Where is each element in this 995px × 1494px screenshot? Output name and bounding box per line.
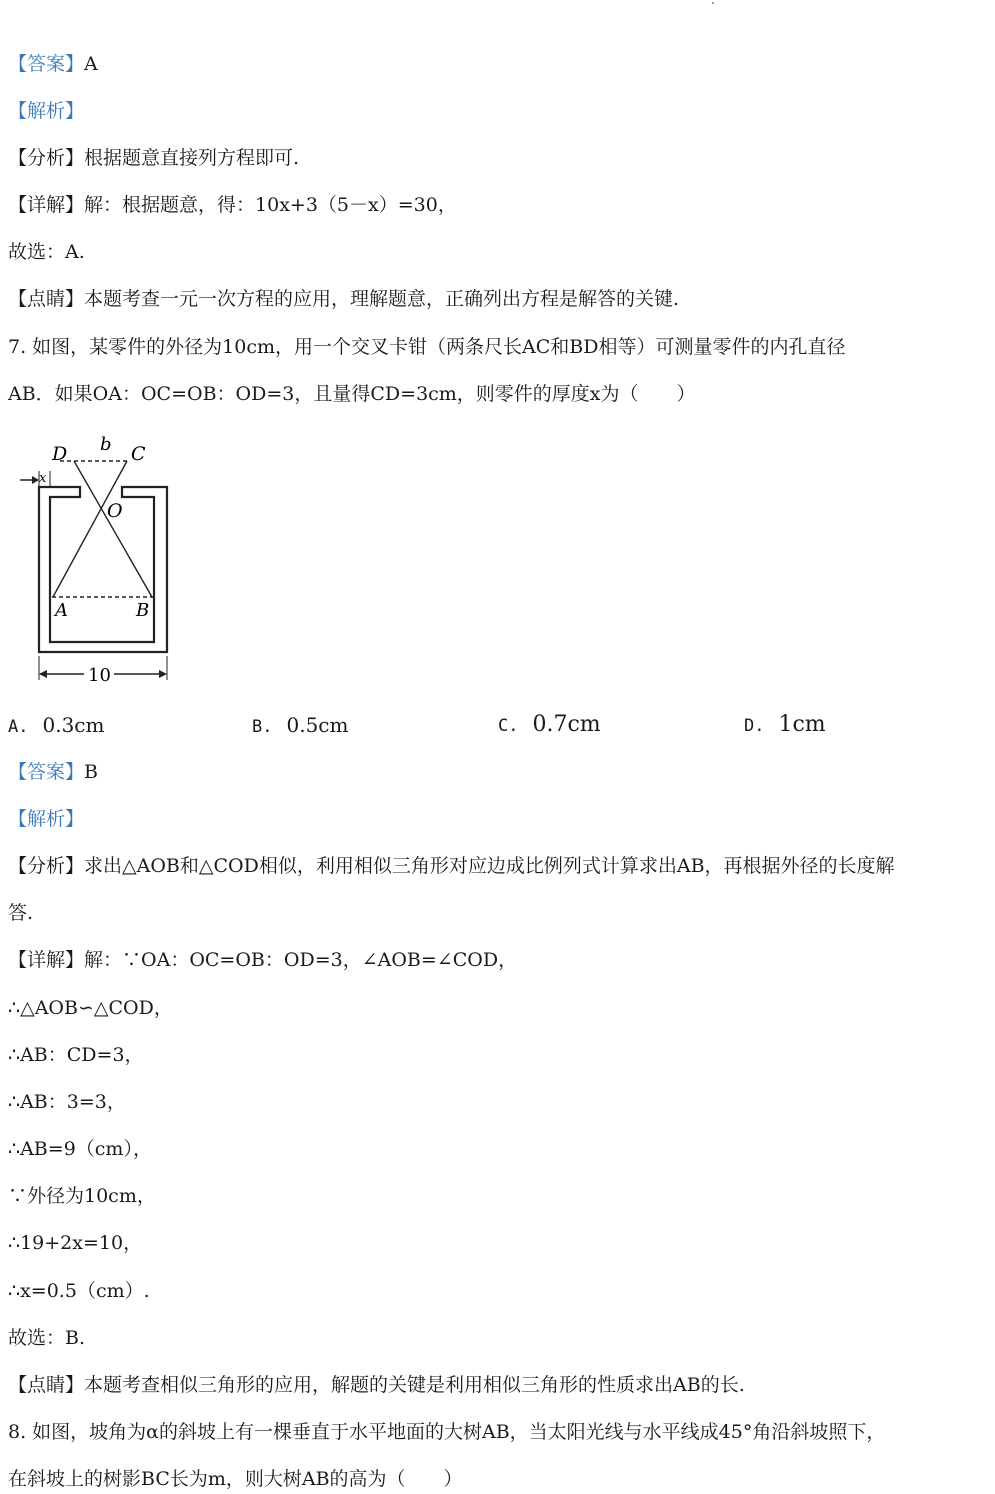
q7-guxuan-line: 故选：B.	[8, 1327, 86, 1349]
q8-stem-line1: 8. 如图，坡角为α的斜坡上有一棵垂直于水平地面的大树AB，当太阳光线与水平线成45°角沿斜坡照下，	[8, 1421, 886, 1443]
option-value: 0.7cm	[532, 712, 601, 737]
q7-step-2: ∴AB：CD=3，	[8, 1044, 144, 1066]
option-value: 0.5cm	[286, 713, 349, 737]
q6-guxuan-line: 故选：A.	[8, 241, 85, 263]
fenxi-text: 求出△AOB和△COD相似，利用相似三角形对应边成比例列式计算求出AB，再根据外径的长度解	[84, 855, 895, 877]
q7-step-3: ∴AB：3=3，	[8, 1091, 126, 1113]
label-D: D	[52, 443, 68, 465]
option-c	[498, 712, 601, 739]
label-x: x	[39, 471, 47, 486]
option-a	[8, 712, 104, 740]
answer-value: B	[84, 761, 98, 783]
dianjing-text: 本题考查一元一次方程的应用，理解题意，正确列出方程是解答的关键.	[84, 288, 680, 310]
q7-answer-line	[8, 760, 98, 784]
q7-step-6: ∴19+2x=10，	[8, 1232, 143, 1254]
option-letter: D.	[744, 716, 765, 736]
option-value: 1cm	[778, 712, 826, 737]
label-b: b	[100, 434, 112, 455]
dianjing-text: 本题考查相似三角形的应用，解题的关键是利用相似三角形的性质求出AB的长.	[84, 1374, 745, 1396]
label-B: B	[136, 600, 150, 621]
fenxi-tag: 【分析】	[8, 855, 85, 877]
arm-ca	[53, 461, 127, 597]
q6-fenxi-line	[8, 146, 299, 170]
answer-value: A	[84, 53, 98, 75]
q7-step-5: ∵外径为10cm，	[8, 1185, 156, 1207]
label-C: C	[131, 443, 146, 465]
q6-answer-line	[8, 52, 98, 76]
q7-analysis-line	[8, 807, 84, 831]
q6-xiangjie-line	[8, 193, 457, 217]
answer-tag: 【答案】	[8, 761, 85, 783]
label-A: A	[55, 600, 68, 621]
xiangjie-text: 解：根据题意，得：10x+3（5－x）=30，	[84, 194, 457, 216]
option-letter: A.	[8, 717, 29, 737]
q7-fenxi-line2: 答.	[8, 902, 34, 924]
x-arrow-head	[32, 476, 39, 484]
q7-dianjing-line	[8, 1373, 745, 1397]
xiangjie-tag: 【详解】	[8, 194, 85, 216]
label-O: O	[107, 500, 123, 522]
q7-step-7: ∴x=0.5（cm）.	[8, 1280, 150, 1302]
fenxi-text: 根据题意直接列方程即可.	[84, 147, 300, 169]
xiangjie-tag: 【详解】	[8, 949, 85, 971]
q6-dianjing-line	[8, 287, 679, 311]
q7-step-1: ∴△AOB∽△COD，	[8, 997, 173, 1019]
q7-stem-line1: 7. 如图，某零件的外径为10cm，用一个交叉卡钳（两条尺长AC和BD相等）可测量零件的内孔直径	[8, 336, 846, 358]
xiangjie-text: 解：∵OA：OC=OB：OD=3，∠AOB=∠COD，	[84, 949, 518, 971]
arm-bd	[74, 461, 152, 597]
q6-analysis-line	[8, 99, 84, 123]
option-letter: B.	[252, 717, 273, 737]
q8-stem-line2: 在斜坡上的树影BC长为m，则大树AB的高为（ ）	[8, 1468, 463, 1490]
q7-xiangjie-line	[8, 948, 517, 972]
q7-fenxi-line1	[8, 854, 895, 878]
q7-step-4: ∴AB=9（cm），	[8, 1138, 152, 1160]
width-arrow-right	[159, 670, 167, 678]
caliper-figure	[10, 430, 180, 690]
answer-tag: 【答案】	[8, 53, 85, 75]
width-arrow-left	[39, 670, 47, 678]
q7-stem-line2: AB．如果OA：OC=OB：OD=3，且量得CD=3cm，则零件的厚度x为（ ）	[8, 383, 696, 405]
fenxi-tag: 【分析】	[8, 147, 85, 169]
scan-dot	[712, 2, 714, 4]
label-width: 10	[88, 665, 111, 686]
analysis-tag: 【解析】	[8, 100, 85, 122]
dianjing-tag: 【点睛】	[8, 288, 85, 310]
option-b	[252, 712, 348, 740]
option-letter: C.	[498, 716, 519, 736]
dianjing-tag: 【点睛】	[8, 1374, 85, 1396]
analysis-tag: 【解析】	[8, 808, 85, 830]
option-d	[744, 712, 826, 739]
option-value: 0.3cm	[42, 713, 105, 737]
